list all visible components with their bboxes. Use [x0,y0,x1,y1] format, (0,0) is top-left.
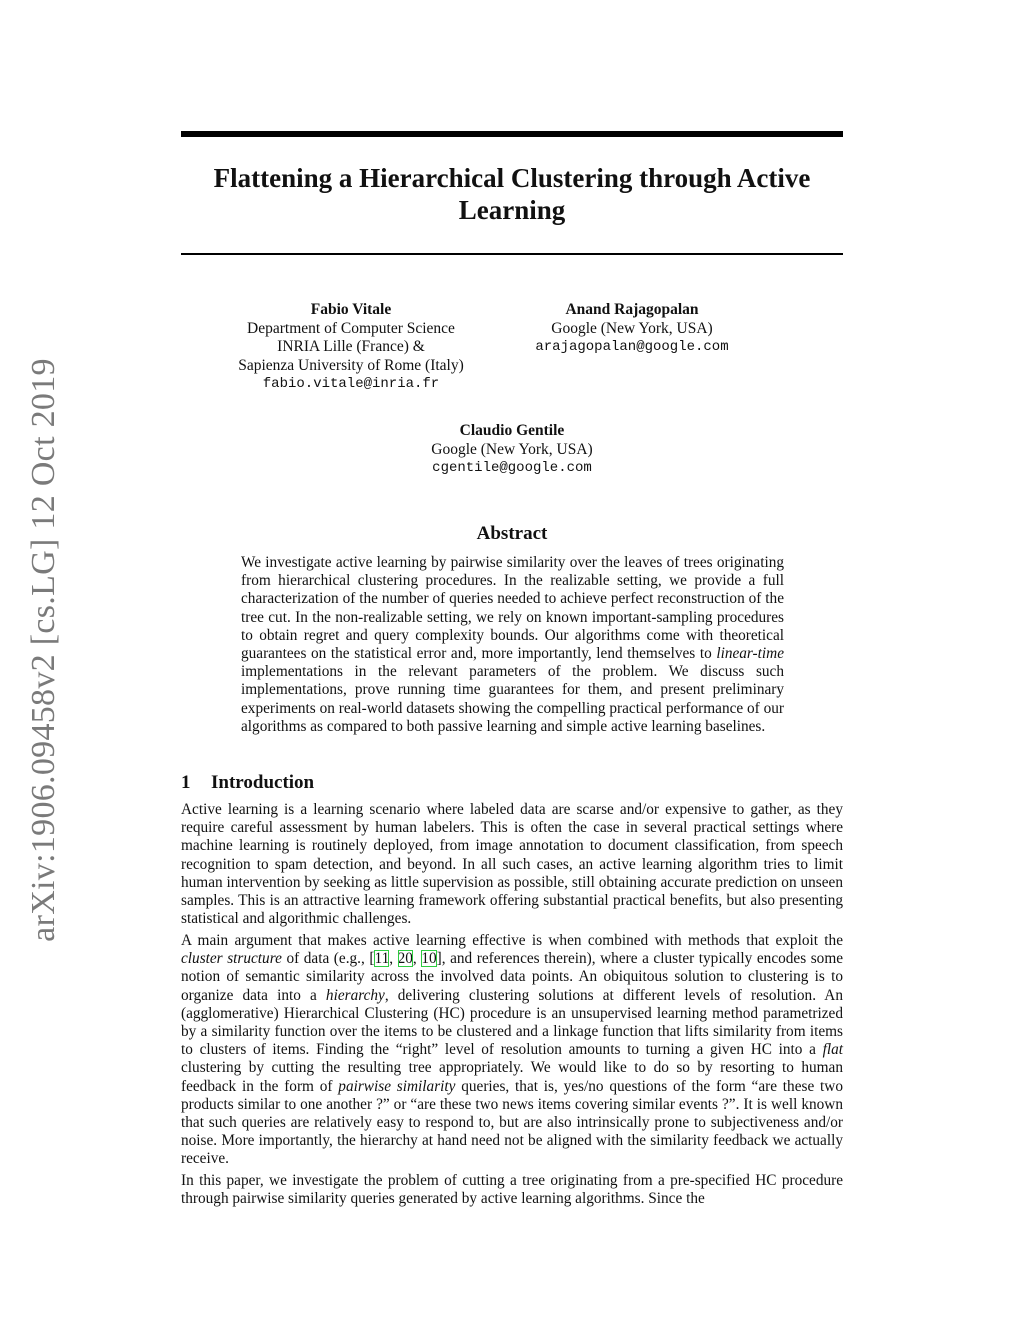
emphasis-text: hierarchy [325,986,385,1004]
emphasis-text: cluster structure [181,950,282,968]
title-rule-bottom [181,253,843,255]
author-email: cgentile@google.com [432,460,592,476]
author-name: Anand Rajagopalan [565,301,699,318]
paragraph-text: queries, that is, yes/no questions of the form “are these two products similar to one another ?” or “are these two news items covering similar events ?”. It is well known that such queries are relatively easy to respond to, but are also intrinsically prone to subjectiveness and/or noise. More importantly, the hierarchy at hand need not be aligned with the similarity feedback we actually receive. [181,1077,843,1168]
author-affiliation: Google (New York, USA) [431,440,593,458]
author-block-3 [362,422,662,478]
section-number: 1 [181,772,191,793]
abstract-text-part: implementations in the relevant parameters of the problem. We discuss such implementations, prove running time guarantees for them, and present preliminary experiments on real-world datasets showing the compelling practical performance of our algorithms as compared to both passive learning and simple active learning baselines. [241,663,784,735]
emphasis-text: pairwise similarity [338,1077,456,1095]
citation-link-11[interactable]: 11 [374,950,390,968]
emphasis-text: flat [822,1041,843,1059]
author-name: Fabio Vitale [310,301,392,318]
author-email: arajagopalan@google.com [535,339,729,355]
paragraph-text: , [412,950,422,968]
paragraph-text: A main argument that makes active learning effective is when combined with methods that exploit the [181,932,843,949]
title-rule-top [181,131,843,137]
abstract-text-part: We investigate active learning by pairwise similarity over the leaves of trees originating from hierarchical clustering procedures. In the realizable setting, we provide a full characterization of the number of queries needed to achieve perfect reconstruction of the tree cut. In the non-realizable setting, we rely on known important-sampling procedures to obtain regret and query complexity bounds. Our algorithms come with theoretical guarantees on the statistical error and, more importantly, lend themselves to [241,554,784,663]
author-name: Claudio Gentile [459,422,565,439]
intro-paragraph-1: Active learning is a learning scenario where labeled data are scarse and/or expensive to gather, as they require careful assessment by human labelers. This is often the case in several practical settings where machine learning is routinely deployed, from image annotation to document classification, from speech recognition to spam detection, and beyond. In all such cases, an active learning algorithm tries to limit human intervention by seeking as little supervision as possible, still obtaining accurate prediction on unseen samples. This is an attractive learning framework offering substantial practical benefits, but also presenting statistical and algorithmic challenges. [181,801,843,928]
section-heading-introduction [181,772,843,794]
citation-link-20[interactable]: 20 [397,950,413,968]
section-title: Introduction [211,772,315,793]
paragraph-text: ], and references therein), where a cluster typically encodes some notion of semantic similarity across the involved data points. An obiquitous solution to clustering is to organize data into a [181,950,844,1004]
author-affiliation: Department of Computer Science [247,319,455,337]
abstract-emphasis: linear-time [716,645,784,663]
author-email: fabio.vitale@inria.fr [262,376,440,392]
paper-title: Flattening a Hierarchical Clustering through Active Learning [213,163,811,225]
author-block-1 [201,301,501,394]
author-affiliation: INRIA Lille (France) & [277,338,425,355]
arxiv-stamp-text: arXiv:1906.09458v2 [cs.LG] 12 Oct 2019 [25,358,62,942]
author-affiliation: Sapienza University of Rome (Italy) [238,356,464,374]
author-block-2 [497,301,767,357]
abstract-text [241,554,784,736]
intro-paragraph-2 [181,932,843,1169]
paragraph-text: , delivering clustering solutions at different levels of resolution. An (agglomerative) Hierarchical Clustering (HC) procedure is an unsupervised learning method parametrized by a similarity function over the items to be clustered and a linkage function that lifts similarity from items to clusters of items. Finding the “right” level of resolution amounts to turning a given HC into a [181,986,843,1059]
abstract-heading: Abstract [476,523,548,544]
intro-paragraph-3: In this paper, we investigate the problem of cutting a tree originating from a pre-specified HC procedure through pairwise similarity queries generated by active learning algorithms. Since the [181,1172,843,1208]
citation-link-10[interactable]: 10 [421,950,437,968]
author-affiliation: Google (New York, USA) [551,319,713,337]
paragraph-text: of data (e.g., [ [281,950,375,968]
paragraph-text: clustering by cutting the resulting tree appropriately. We would like to do so by resorting to human feedback in the form of [181,1059,843,1095]
paragraph-text: , [389,950,398,968]
